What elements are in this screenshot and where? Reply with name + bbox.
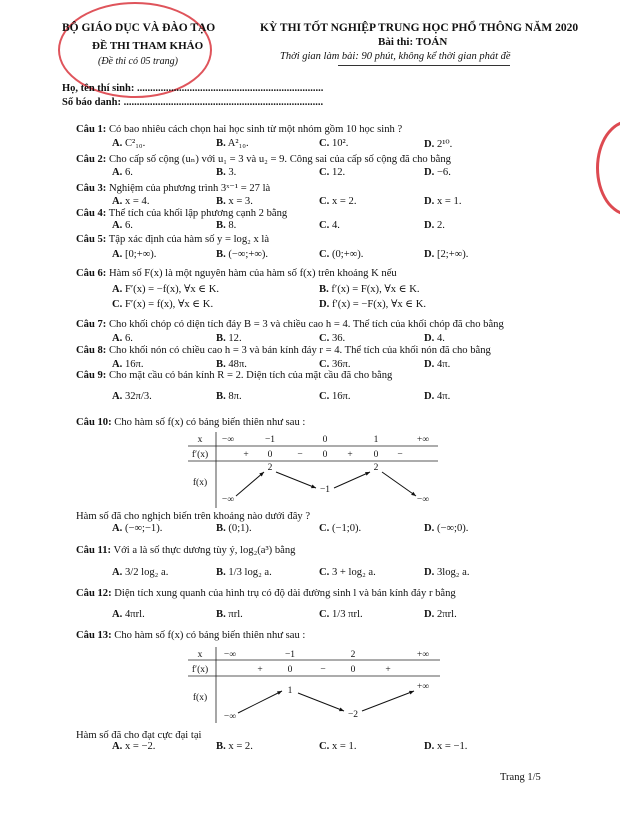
fprime-row-cell: 0 bbox=[267, 450, 273, 460]
option-C: C. 12. bbox=[319, 167, 346, 178]
question-text: Cho cấp số cộng (uₙ) với u₁ = 3 và u₂ = 9. Công sai của cấp số cộng đã cho bằng bbox=[108, 154, 451, 165]
question-text: Diện tích xung quanh của hình trụ có độ dài đường sinh l và bán kính đáy r bằng bbox=[114, 588, 456, 599]
question-text: Nghiệm của phương trình 3ˣ⁻¹ = 27 là bbox=[108, 183, 271, 194]
option-A: A. C²₁₀. bbox=[112, 138, 146, 149]
option-C: C. 3 + log₂ a. bbox=[319, 567, 376, 578]
arrow-head bbox=[409, 691, 414, 695]
option-A: A. (−∞;−1). bbox=[112, 523, 163, 534]
option-B: B. A²₁₀. bbox=[216, 138, 249, 149]
option-D: D. f′(x) = −F(x), ∀x ∈ K. bbox=[319, 299, 427, 310]
arrow-head bbox=[311, 484, 316, 488]
arrow bbox=[236, 472, 264, 496]
fprime-row-cell: + bbox=[347, 450, 353, 460]
question-text: Thể tích của khối lập phương cạnh 2 bằng bbox=[108, 208, 288, 219]
question-8 bbox=[76, 345, 491, 356]
question-label: Câu 2: bbox=[76, 154, 107, 165]
fx-value: +∞ bbox=[416, 682, 430, 692]
arrow bbox=[298, 693, 344, 711]
arrow bbox=[238, 691, 282, 713]
option-D: D. 2¹⁰. bbox=[424, 139, 453, 150]
ministry-name: BỘ GIÁO DỤC VÀ ĐÀO TẠO bbox=[62, 22, 216, 34]
question-2 bbox=[76, 153, 451, 165]
option-D: D. 2. bbox=[424, 220, 445, 231]
option-D: D. 4. bbox=[424, 333, 445, 344]
fprime-row-cell: 0 bbox=[322, 450, 328, 460]
fx-value: −∞ bbox=[223, 712, 237, 722]
page-number: Trang 1/5 bbox=[500, 772, 541, 783]
x-row-cell: +∞ bbox=[416, 435, 430, 445]
variation-table-q10 bbox=[188, 432, 438, 508]
fprime-row-cell: 0 bbox=[287, 665, 293, 675]
arrow bbox=[362, 691, 414, 711]
x-row-cell: −1 bbox=[264, 435, 276, 445]
option-B: B. 8π. bbox=[216, 391, 242, 402]
question-text: Cho khối nón có chiều cao h = 3 và bán kính đáy r = 4. Thể tích của khối nón đã cho bằng bbox=[108, 345, 491, 356]
fx-label: f(x) bbox=[192, 478, 208, 488]
exam-title: KỲ THI TỐT NGHIỆP TRUNG HỌC PHỔ THÔNG NĂM 2020 bbox=[260, 22, 579, 34]
question-label: Câu 1: bbox=[76, 124, 107, 135]
question-text: Cho hàm số f(x) có bảng biến thiên như sau : bbox=[114, 630, 306, 641]
option-D: D. 4π. bbox=[424, 359, 451, 370]
fprime-row-cell: + bbox=[257, 665, 263, 675]
option-D: D. x = 1. bbox=[424, 196, 462, 207]
option-B: B. x = 3. bbox=[216, 196, 253, 207]
fprime-row-cell: f′(x) bbox=[191, 450, 209, 460]
x-row-cell: x bbox=[197, 435, 203, 445]
question-3 bbox=[76, 182, 270, 194]
option-D: D. x = −1. bbox=[424, 741, 468, 752]
fprime-row-cell: − bbox=[397, 450, 403, 460]
option-B: B. (−∞;+∞). bbox=[216, 249, 269, 260]
option-B: B. 3. bbox=[216, 167, 237, 178]
fx-value: −∞ bbox=[416, 495, 430, 505]
option-A: A. 6. bbox=[112, 333, 133, 344]
option-A: A. 6. bbox=[112, 220, 133, 231]
option-A: A. 3/2 log₂ a. bbox=[112, 567, 169, 578]
question-text: Cho khối chóp có diện tích đáy B = 3 và chiều cao h = 4. Thể tích của khối chóp đã cho bằng bbox=[108, 319, 504, 330]
header-rule bbox=[338, 65, 510, 66]
fx-value: −2 bbox=[347, 710, 359, 720]
question-prompt: Hàm số đã cho đạt cực đại tại bbox=[76, 730, 202, 741]
x-row-cell: −∞ bbox=[223, 650, 237, 660]
subject: Bài thi: TOÁN bbox=[378, 36, 448, 48]
question-7 bbox=[76, 319, 504, 330]
option-C: C. 10². bbox=[319, 138, 349, 149]
option-C: C. x = 2. bbox=[319, 196, 357, 207]
fprime-row-cell: 0 bbox=[350, 665, 356, 675]
pages-note: (Đề thi có 05 trang) bbox=[98, 56, 178, 67]
fprime-row-cell: f′(x) bbox=[191, 665, 209, 675]
option-A: A. 4πrl. bbox=[112, 609, 145, 620]
question-label: Câu 8: bbox=[76, 345, 107, 356]
question-12 bbox=[76, 588, 456, 599]
option-C: C. 36. bbox=[319, 333, 346, 344]
candidate-name-field: Họ, tên thí sinh: ....................................................................... bbox=[62, 83, 324, 94]
option-B: B. f′(x) = F(x), ∀x ∈ K. bbox=[319, 284, 420, 295]
question-label: Câu 9: bbox=[76, 370, 107, 381]
question-text: Có bao nhiêu cách chọn hai học sinh từ một nhóm gồm 10 học sinh ? bbox=[108, 124, 403, 135]
arrow-head bbox=[411, 492, 416, 496]
option-B: B. x = 2. bbox=[216, 741, 253, 752]
arrow-head bbox=[339, 708, 344, 712]
x-row-cell: 2 bbox=[350, 650, 356, 660]
option-B: B. 8. bbox=[216, 220, 237, 231]
fprime-row-cell: + bbox=[243, 450, 249, 460]
question-prompt: Hàm số đã cho nghịch biến trên khoảng nào dưới đây ? bbox=[76, 511, 311, 522]
option-A: A. x = 4. bbox=[112, 196, 150, 207]
x-row-cell: −∞ bbox=[221, 435, 235, 445]
question-5 bbox=[76, 234, 269, 245]
fprime-row-cell: 0 bbox=[373, 450, 379, 460]
option-D: D. 3log₂ a. bbox=[424, 567, 470, 578]
fprime-row-cell: − bbox=[297, 450, 303, 460]
question-6 bbox=[76, 268, 397, 279]
option-B: B. 48π. bbox=[216, 359, 247, 370]
fx-label: f(x) bbox=[192, 693, 208, 703]
x-row-cell: 1 bbox=[373, 435, 379, 445]
question-label: Câu 10: bbox=[76, 417, 112, 428]
question-label: Câu 4: bbox=[76, 208, 107, 219]
option-A: A. x = −2. bbox=[112, 741, 156, 752]
option-D: D. (−∞;0). bbox=[424, 523, 469, 534]
option-A: A. 6. bbox=[112, 167, 133, 178]
fx-value: 2 bbox=[267, 463, 273, 473]
question-text: Hàm số F(x) là một nguyên hàm của hàm số f(x) trên khoảng K nếu bbox=[108, 268, 397, 279]
option-A: A. 32π/3. bbox=[112, 391, 152, 402]
question-label: Câu 6: bbox=[76, 268, 107, 279]
fx-value: −∞ bbox=[221, 495, 235, 505]
option-B: B. πrl. bbox=[216, 609, 243, 620]
option-D: D. 4π. bbox=[424, 391, 451, 402]
red-stamp-seal-edge bbox=[596, 120, 620, 216]
arrow bbox=[276, 472, 316, 488]
question-label: Câu 7: bbox=[76, 319, 107, 330]
x-row-cell: +∞ bbox=[416, 650, 430, 660]
option-A: A. 16π. bbox=[112, 359, 144, 370]
question-text: Cho mặt cầu có bán kính R = 2. Diện tích của mặt cầu đã cho bằng bbox=[108, 370, 393, 381]
question-label: Câu 5: bbox=[76, 234, 107, 245]
option-B: B. (0;1). bbox=[216, 523, 252, 534]
question-label: Câu 12: bbox=[76, 588, 112, 599]
question-10 bbox=[76, 417, 305, 428]
option-C: C. 16π. bbox=[319, 391, 351, 402]
option-C: C. F′(x) = f(x), ∀x ∈ K. bbox=[112, 299, 214, 310]
variation-table-q13 bbox=[188, 647, 440, 723]
question-text: Cho hàm số f(x) có bảng biến thiên như sau : bbox=[114, 417, 306, 428]
option-C: C. (0;+∞). bbox=[319, 249, 364, 260]
option-A: A. F′(x) = −f(x), ∀x ∈ K. bbox=[112, 284, 220, 295]
option-C: C. (−1;0). bbox=[319, 523, 362, 534]
question-13 bbox=[76, 630, 305, 641]
question-9 bbox=[76, 370, 392, 381]
option-A: A. [0;+∞). bbox=[112, 249, 157, 260]
option-C: C. x = 1. bbox=[319, 741, 357, 752]
fprime-row-cell: + bbox=[385, 665, 391, 675]
option-D: D. −6. bbox=[424, 167, 451, 178]
fx-value: 1 bbox=[287, 686, 293, 696]
question-text: Với a là số thực dương tùy ý, log₂(a³) bằng bbox=[113, 545, 296, 556]
option-C: C. 36π. bbox=[319, 359, 351, 370]
question-1 bbox=[76, 124, 402, 135]
option-B: B. 1/3 log₂ a. bbox=[216, 567, 272, 578]
fprime-row-cell: − bbox=[320, 665, 326, 675]
x-row-cell: 0 bbox=[322, 435, 328, 445]
x-row-cell: x bbox=[197, 650, 203, 660]
question-text: Tập xác định của hàm số y = log₂ x là bbox=[108, 234, 270, 245]
option-C: C. 1/3 πrl. bbox=[319, 609, 363, 620]
candidate-number-field: Số báo danh: ............................................................................ bbox=[62, 97, 324, 108]
fx-value: −1 bbox=[319, 485, 331, 495]
option-D: D. 2πrl. bbox=[424, 609, 457, 620]
fx-value: 2 bbox=[373, 463, 379, 473]
question-label: Câu 13: bbox=[76, 630, 112, 641]
x-row-cell: −1 bbox=[284, 650, 296, 660]
option-D: D. [2;+∞). bbox=[424, 249, 469, 260]
question-11 bbox=[76, 545, 295, 556]
time-note: Thời gian làm bài: 90 phút, không kể thời gian phát đề bbox=[280, 51, 511, 62]
option-B: B. 12. bbox=[216, 333, 242, 344]
question-label: Câu 3: bbox=[76, 183, 107, 194]
option-C: C. 4. bbox=[319, 220, 340, 231]
arrow bbox=[382, 472, 416, 496]
arrow bbox=[334, 472, 370, 488]
question-4 bbox=[76, 208, 287, 219]
question-label: Câu 11: bbox=[76, 545, 112, 556]
doc-type: ĐỀ THI THAM KHẢO bbox=[92, 40, 204, 52]
